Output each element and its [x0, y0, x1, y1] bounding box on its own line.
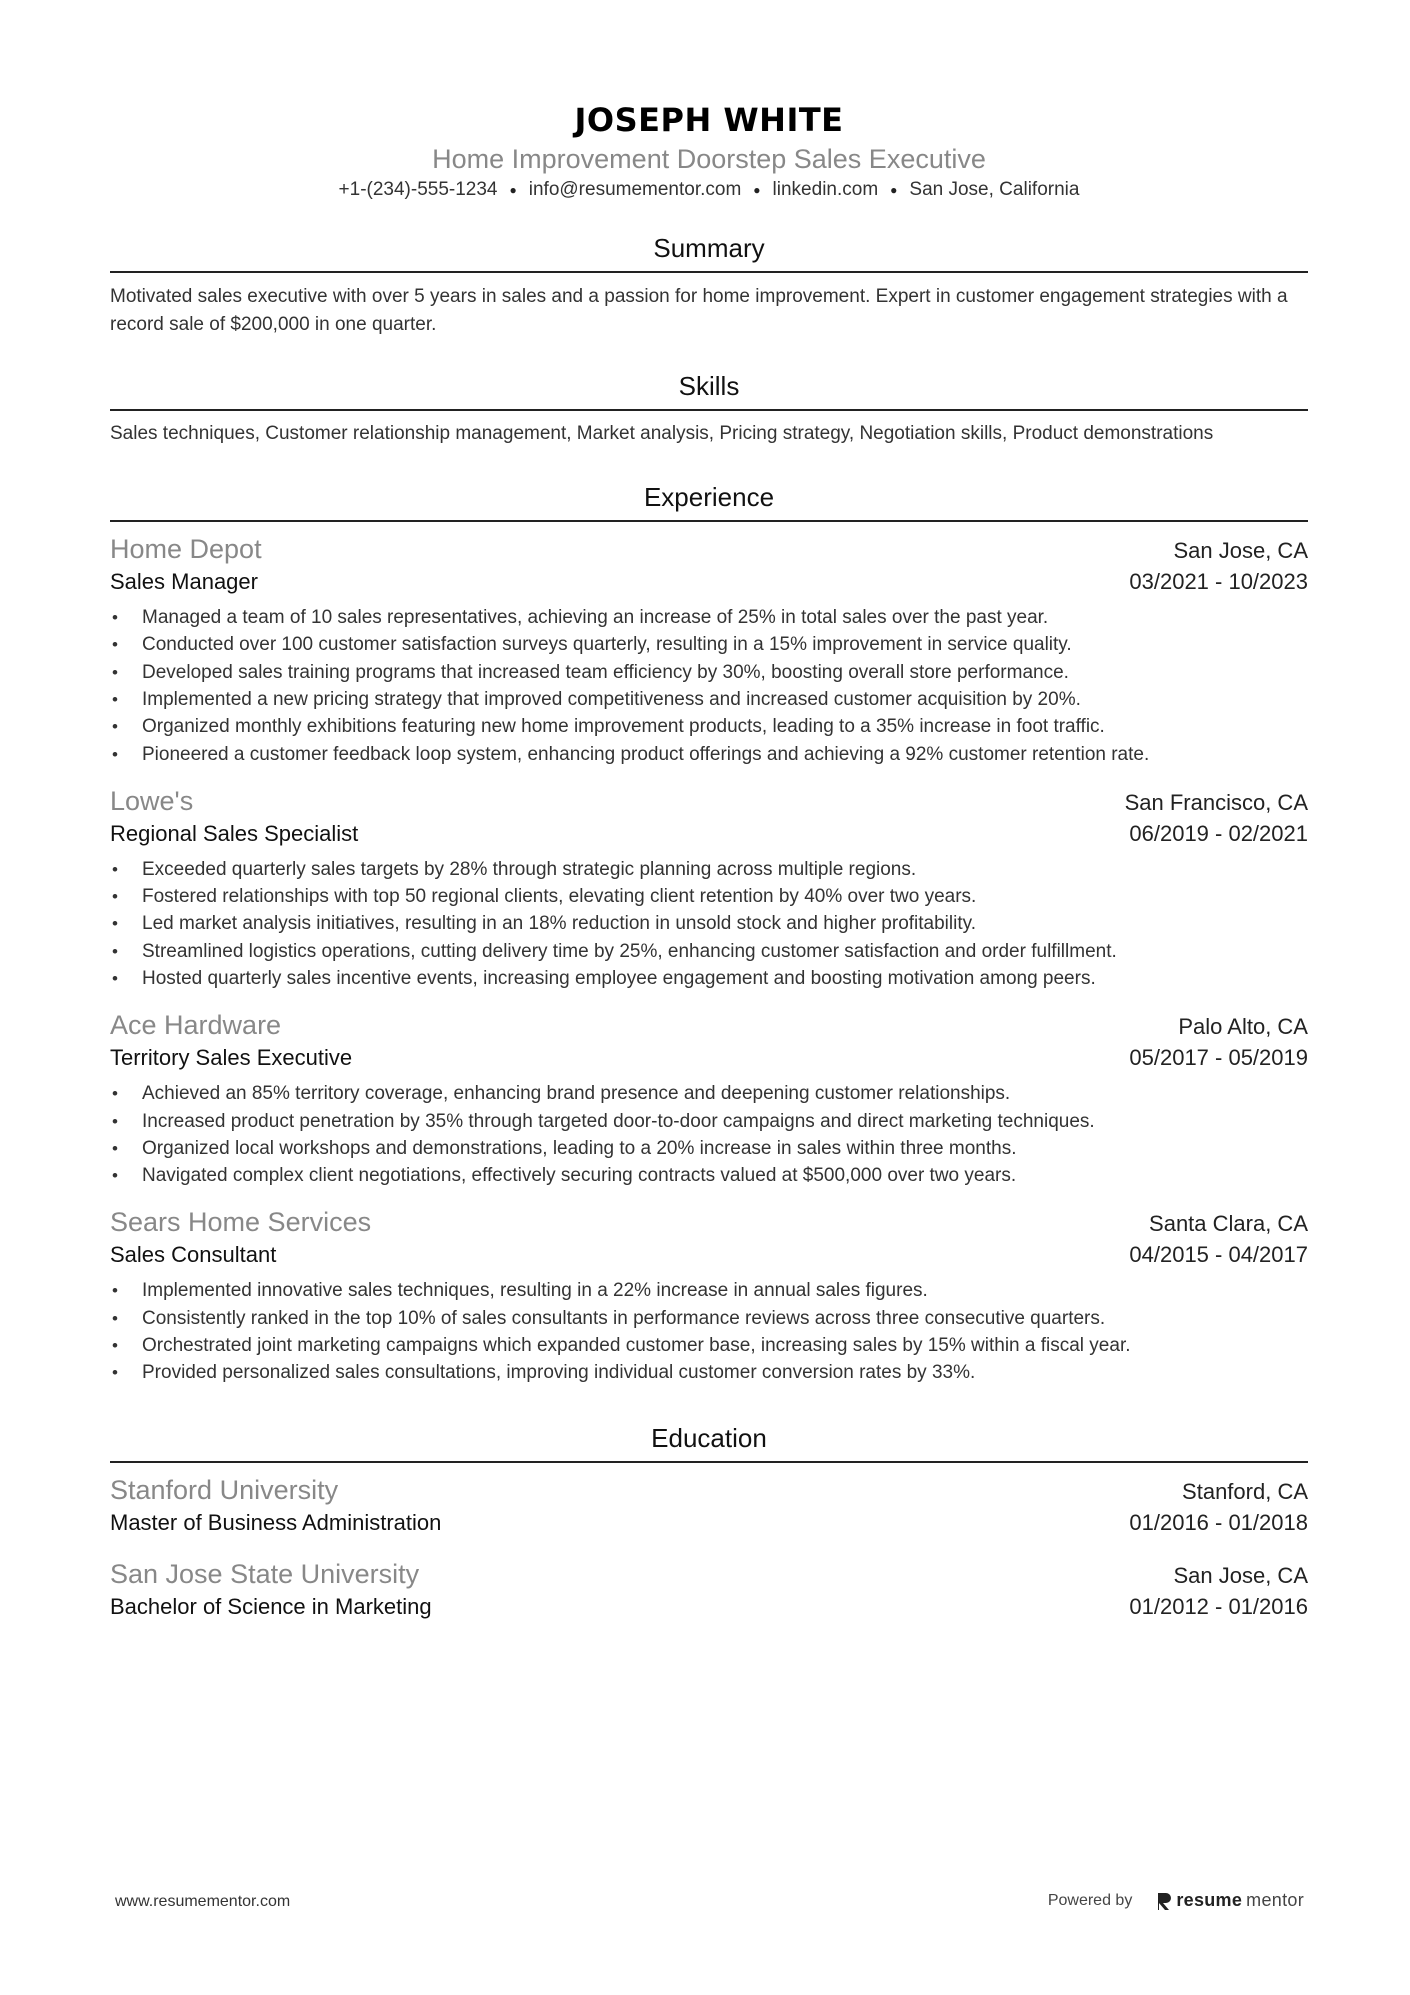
contact-email[interactable]: info@resumementor.com [528, 179, 742, 201]
job-location: San Jose, CA [1173, 538, 1308, 564]
section-title-education: Education [651, 1422, 767, 1453]
bullet-item: • Organized monthly exhibitions featuring new home improvement products, leading to a 35% increase in foot traffic. [110, 713, 1308, 740]
job-dates: 06/2019 - 02/2021 [1129, 820, 1308, 846]
education-dates: 01/2012 - 01/2016 [1129, 1593, 1308, 1619]
candidate-name: JOSEPH WHITE [574, 101, 844, 139]
bullet-item: • Provided personalized sales consultations, improving individual customer conversion rates by 33%. [110, 1359, 1308, 1386]
section-title-experience: Experience [643, 482, 775, 513]
company-name: Sears Home Services [110, 1207, 372, 1238]
skills-text: Sales techniques, Customer relationship management, Market analysis, Pricing strategy, Negotiation skills, Product demonstrations [110, 423, 1214, 445]
job-location: Santa Clara, CA [1149, 1211, 1308, 1237]
footer-brand [1048, 1890, 1304, 1911]
bullet-item: • Developed sales training programs that increased team efficiency by 30%, boosting overall store performance. [110, 659, 1308, 686]
bullet-item: • Navigated complex client negotiations, effectively securing contracts valued at $500,000 over two years. [110, 1162, 1308, 1189]
section-divider [110, 1461, 1308, 1463]
bullet-item: • Orchestrated joint marketing campaigns which expanded customer base, increasing sales by 15% within a fiscal year. [110, 1332, 1308, 1359]
job-bullets [110, 1080, 1308, 1189]
job-bullets [110, 856, 1308, 992]
job-dates: 04/2015 - 04/2017 [1129, 1242, 1308, 1268]
bullet-item: • Consistently ranked in the top 10% of sales consultants in performance reviews across three consecutive quarters. [110, 1305, 1308, 1332]
job-dates: 05/2017 - 05/2019 [1129, 1045, 1308, 1071]
summary-text: Motivated sales executive with over 5 years in sales and a passion for home improvement. Expert in customer engagement strategies with a record sale of $200,000 in one quarter. [110, 286, 1288, 336]
experience-entry [110, 532, 1308, 768]
section-divider [110, 271, 1308, 273]
bullet-item: • Organized local workshops and demonstrations, leading to a 20% increase in sales within three months. [110, 1135, 1308, 1162]
company-name: Lowe's [110, 785, 194, 816]
section-divider [110, 520, 1308, 522]
resume-header [110, 0, 1308, 203]
job-dates: 03/2021 - 10/2023 [1129, 569, 1308, 595]
summary-section [110, 231, 1308, 339]
bullet-item: • Fostered relationships with top 50 regional clients, elevating client retention by 40% over two years. [110, 883, 1308, 910]
brand-name-bold: resume [1176, 1890, 1243, 1910]
brand-logo[interactable] [1156, 1890, 1304, 1911]
experience-section [110, 480, 1308, 1387]
education-entry [110, 1557, 1308, 1623]
job-location: Palo Alto, CA [1178, 1014, 1308, 1040]
school-name: San Jose State University [110, 1558, 420, 1589]
job-role: Sales Manager [110, 569, 258, 595]
bullet-item: • Pioneered a customer feedback loop system, enhancing product offerings and achieving a 92% customer retention rate. [110, 741, 1308, 768]
contact-line [110, 177, 1308, 203]
contact-location: San Jose, California [909, 179, 1080, 201]
job-bullets [110, 604, 1308, 768]
job-role: Territory Sales Executive [110, 1045, 353, 1071]
experience-list [110, 532, 1308, 1387]
experience-entry [110, 1008, 1308, 1189]
school-location: San Jose, CA [1173, 1562, 1308, 1588]
job-location: San Francisco, CA [1124, 789, 1308, 815]
section-divider [110, 409, 1308, 411]
job-bullets [110, 1277, 1308, 1386]
job-role: Sales Consultant [110, 1242, 277, 1268]
resume-page [110, 0, 1308, 1623]
powered-by-label: Powered by [1047, 1891, 1133, 1909]
brand-name-light: mentor [1246, 1890, 1304, 1910]
school-location: Stanford, CA [1182, 1478, 1308, 1504]
candidate-title: Home Improvement Doorstep Sales Executive [432, 144, 986, 174]
contact-linkedin[interactable]: linkedin.com [772, 179, 879, 201]
company-name: Ace Hardware [110, 1010, 282, 1041]
job-role: Regional Sales Specialist [110, 820, 359, 846]
resumementor-logo-icon [1156, 1891, 1172, 1911]
footer-website[interactable]: www.resumementor.com [115, 1893, 291, 1910]
school-name: Stanford University [110, 1474, 339, 1505]
bullet-item: • Exceeded quarterly sales targets by 28% through strategic planning across multiple regions. [110, 856, 1308, 883]
experience-entry [110, 784, 1308, 992]
bullet-separator: ● [890, 183, 898, 197]
bullet-separator: ● [509, 183, 517, 197]
section-title-skills: Skills [678, 371, 740, 402]
bullet-item: • Conducted over 100 customer satisfaction surveys quarterly, resulting in a 15% improvement in service quality. [110, 631, 1308, 658]
education-entry [110, 1473, 1308, 1539]
education-dates: 01/2016 - 01/2018 [1129, 1509, 1308, 1535]
education-list [110, 1473, 1308, 1623]
degree: Bachelor of Science in Marketing [110, 1593, 432, 1619]
skills-section [110, 369, 1308, 446]
experience-entry [110, 1205, 1308, 1386]
bullet-item: • Streamlined logistics operations, cutting delivery time by 25%, enhancing customer satisfaction and order fulfillment. [110, 938, 1308, 965]
bullet-item: • Managed a team of 10 sales representatives, achieving an increase of 25% in total sales over the past year. [110, 604, 1308, 631]
section-title-summary: Summary [653, 233, 765, 264]
education-section [110, 1421, 1308, 1623]
bullet-item: • Hosted quarterly sales incentive events, increasing employee engagement and boosting motivation among peers. [110, 965, 1308, 992]
bullet-item: • Led market analysis initiatives, resulting in an 18% reduction in unsold stock and higher profitability. [110, 910, 1308, 937]
company-name: Home Depot [110, 534, 262, 565]
bullet-item: • Increased product penetration by 35% through targeted door-to-door campaigns and direct marketing techniques. [110, 1108, 1308, 1135]
contact-phone: +1-(234)-555-1234 [338, 179, 498, 201]
bullet-item: • Achieved an 85% territory coverage, enhancing brand presence and deepening customer relationships. [110, 1080, 1308, 1107]
bullet-separator: ● [753, 183, 761, 197]
bullet-item: • Implemented innovative sales techniques, resulting in a 22% increase in annual sales figures. [110, 1277, 1308, 1304]
bullet-item: • Implemented a new pricing strategy that improved competitiveness and increased customer acquisition by 20%. [110, 686, 1308, 713]
degree: Master of Business Administration [110, 1509, 442, 1535]
